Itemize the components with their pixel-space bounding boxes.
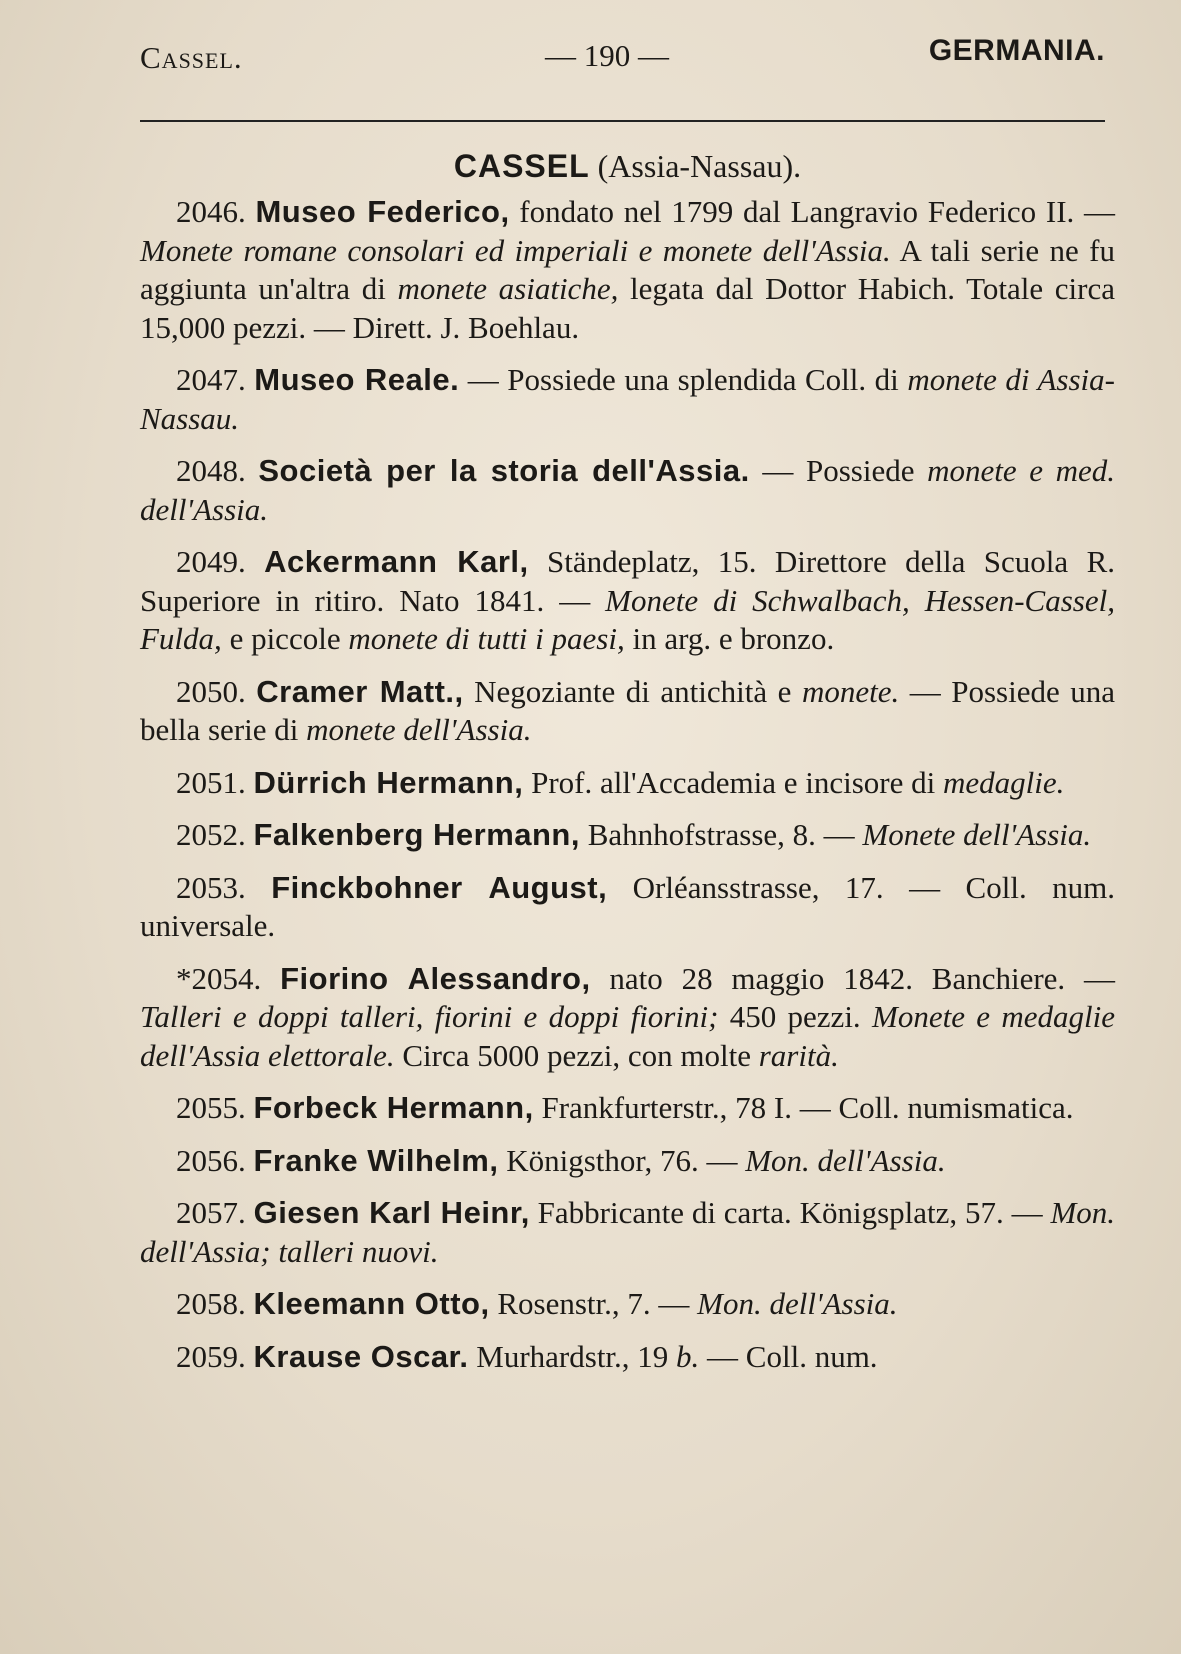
list-item [140,361,1115,438]
entry-text: Prof. all'Accademia e incisore di [523,764,943,800]
entry-text: legata dal Dottor Habich. Totale circa 15,000 pezzi. — Dirett. J. Boehlau. [140,271,1115,345]
entry-text: Murhardstr., 19 [468,1338,677,1374]
entry-italic-text: Talleri e doppi talleri, fiorini e doppi fiorini; [140,999,719,1034]
entry-number: 2055. [176,1090,254,1125]
entry-name: Giesen Karl Heinr, [253,1195,530,1230]
entry-number: *2054. [176,960,281,996]
list-item [140,543,1115,659]
entry-name: Ackermann Karl, [264,544,529,579]
entry-text: e piccole [221,621,349,656]
running-head-city: Cassel. [140,40,243,75]
entry-number: 2056. [176,1142,254,1178]
entry-name: Krause Oscar. [253,1338,469,1374]
entry-number: 2053. [176,869,272,905]
section-title [140,148,1115,185]
running-head [140,30,1115,90]
entry-name: Kleemann Otto, [253,1286,490,1321]
list-item [140,452,1115,529]
page-number: — 190 — [545,38,669,73]
entry-text: in arg. e bronzo. [624,621,835,656]
list-item [140,816,1115,855]
entry-italic-text: Mon. dell'Assia. [745,1142,946,1178]
entry-name: Società per la storia dell'Assia. [258,453,750,488]
entry-name: Dürrich Hermann, [253,764,524,800]
entry-list [140,193,1115,1376]
entry-text: 450 pezzi. [718,999,872,1034]
entry-text: Negoziante di antichità e [463,673,802,709]
entry-number: 2049. [176,544,265,579]
entry-text: — Possiede una splendida Coll. di [459,362,908,397]
entry-name: Museo Federico, [255,194,510,229]
section-city: CASSEL [453,148,590,184]
entry-name: Fiorino Alessandro, [280,960,591,996]
entry-text: Königsthor, 76. — [498,1142,746,1178]
entry-name: Forbeck Hermann, [253,1090,534,1125]
entry-italic-text: b. [676,1338,700,1374]
entry-text: — Possiede una bella serie di [140,673,1116,747]
entry-text: Circa 5000 pezzi, con molte [394,1037,759,1073]
entry-number: 2051. [176,764,254,800]
running-head-country: GERMANIA. [928,34,1105,67]
entry-text: Ständeplatz, 15. Direttore della Scuola R. Superiore in ritiro. Nato 1841. — [140,544,1115,618]
entry-italic-text: Monete dell'Assia. [862,817,1092,852]
entry-text: Rosenstr., 7. — [489,1286,698,1321]
list-item [140,1089,1115,1128]
section-region: (Assia-Nassau). [589,148,802,184]
entry-text: nato 28 maggio 1842. Banchiere. — [590,960,1115,996]
entry-name: Cramer Matt., [256,673,464,709]
entry-name: Franke Wilhelm, [253,1142,499,1178]
list-item [140,960,1115,1076]
entry-italic-text: rarità. [758,1037,839,1073]
list-item [140,869,1115,946]
list-item [140,1142,1115,1181]
entry-text: Orléansstrasse, 17. — Coll. num. universale. [140,869,1115,943]
entry-italic-text: monete di tutti i paesi, [348,621,625,656]
entry-text: Fabbricante di carta. Königsplatz, 57. — [529,1195,1051,1230]
book-page [140,30,1115,1390]
entry-text: — Coll. num. [699,1338,878,1374]
entry-text: Frankfurterstr., 78 I. — Coll. numismatica. [533,1090,1074,1125]
entry-text: fondato nel 1799 dal Langravio Federico II. — [509,194,1116,229]
entry-italic-text: medaglie. [942,764,1065,800]
entry-number: 2059. [176,1338,254,1374]
entry-name: Finckbohner August, [271,869,608,905]
list-item [140,1194,1115,1271]
entry-italic-text: Monete e medaglie dell'Assia elettorale. [140,999,1115,1073]
list-item [140,673,1115,750]
entry-number: 2057. [176,1195,254,1230]
list-item [140,764,1115,803]
entry-name: Falkenberg Hermann, [253,817,580,852]
entry-number: 2050. [176,673,257,709]
entry-name: Museo Reale. [254,362,460,397]
entry-text: — Possiede [749,453,928,488]
list-item [140,1285,1115,1324]
entry-text: Bahnhofstrasse, 8. — [579,817,863,852]
entry-text: A tali serie ne fu aggiunta un'altra di [140,232,1115,306]
entry-italic-text: monete dell'Assia. [306,712,532,747]
entry-number: 2052. [176,817,254,852]
list-item [140,1338,1115,1377]
entry-italic-text: Mon. dell'Assia. [697,1286,898,1321]
header-rule [140,120,1105,122]
entry-italic-text: Monete romane consolari ed imperiali e monete dell'Assia. [140,232,891,268]
entry-number: 2058. [176,1286,254,1321]
entry-italic-text: monete e med. dell'Assia. [140,453,1116,527]
entry-number: 2048. [176,453,259,488]
entry-number: 2047. [176,362,255,397]
entry-italic-text: Mon. dell'Assia; talleri nuovi. [140,1195,1116,1269]
list-item [140,193,1115,347]
entry-italic-text: monete asiatiche, [397,271,619,306]
entry-italic-text: monete. [801,673,900,709]
entry-italic-text: Monete di Schwalbach, Hessen-Cassel, Fulda, [140,582,1115,656]
entry-italic-text: monete di Assia-Nassau. [140,362,1115,436]
entry-number: 2046. [176,194,256,229]
